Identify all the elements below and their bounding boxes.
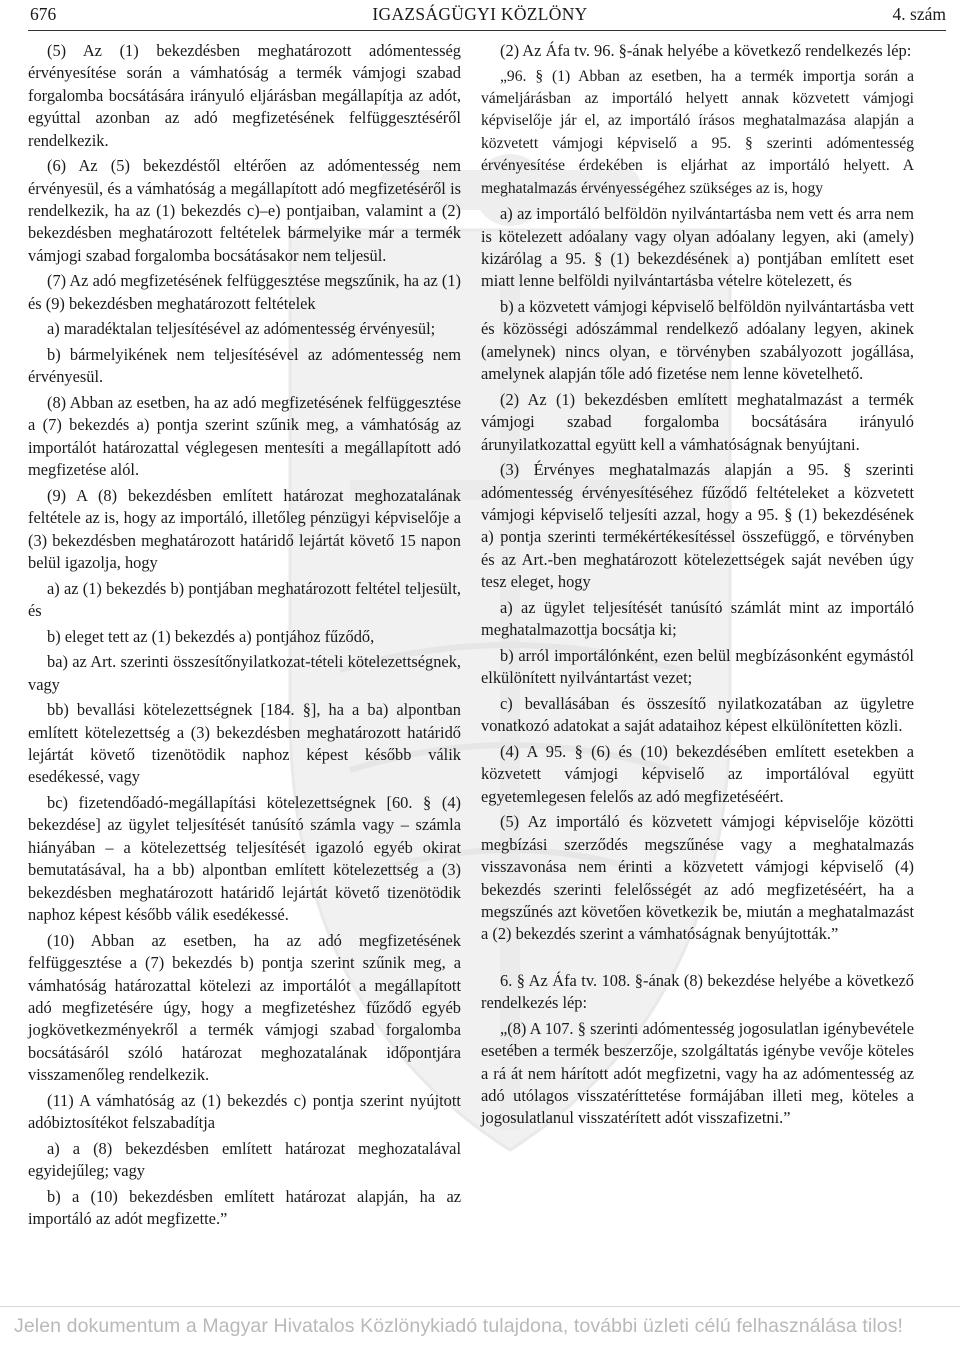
paragraph: (8) Abban az esetben, ha az adó megfizetésének felfüggesztése a (7) bekezdés a) pontja szerint szűnik meg, a vámhatóság az importálót határozattal véglegesen mentesíti a megállapított adó megfizetése alól.	[28, 393, 461, 480]
paragraph: (5) Az importáló és közvetett vámjogi képviselője közötti megbízási szerződés megszűnése vagy a meghatalmazás visszavonása nem érinti a közvetett vámjogi képviselő (4) bekezdés szerinti felelősségét az adó megfizetéséért, ha a megszűnés azt követően következik be, miután a meghatalmazást a (2) bekezdés szerint a vámhatóságnak benyújtották.”	[481, 812, 914, 944]
list-item: a) a (8) bekezdésben említett határozat meghozatalával egyidejűleg; vagy	[28, 1138, 461, 1181]
paragraph: (4) A 95. § (6) és (10) bekezdésében említett esetekben a közvetett vámjogi képviselő az importálóval együtt egyetemlegesen felelős az adó megfizetéséért.	[481, 741, 914, 806]
paragraph: (7) Az adó megfizetésének felfüggesztése megszűnik, ha az (1) és (9) bekezdésben meghatározott feltételek	[28, 271, 461, 313]
list-item: b) eleget tett az (1) bekezdés a) pontjához fűződő,	[47, 626, 375, 646]
list-item: c) bevallásában és összesítő nyilatkozatában az ügyletre vonatkozó adatokat a saját adataihoz képest elkülönítetten közli.	[481, 693, 914, 736]
list-item: b) a közvetett vámjogi képviselő belföldön nyilvántartásba vett és közösségi adószámmal rendelkező adóalany legyen, akinek (amelynek) nincs olyan, e törvényben szabályozott jogállása, amelynek alapján tőle adó fizetése nem lenne követelhető.	[481, 297, 914, 384]
list-item: bc) fizetendőadó-megállapítási kötelezettségnek [60. § (4) bekezdése] az ügylet teljesítését tanúsító számla vagy – számla hiányában – a kötelezettség teljesítését igazoló egyéb okirat bemutatásával, ha a bb) alpontban említett kötelezettség a (3) bekezdésben meghatározott határidő lejártát követő tizenötödik naphoz képest később válik esedékessé.	[28, 793, 461, 925]
quoted-paragraph: „(8) A 107. § szerinti adómentesség jogosulatlan igénybevétele esetében a termék beszerzője, szolgáltatás igénybe vevője köteles a rá át nem hárított adót megfizetni, vagy ha az adómentesség az adó utólagos visszatéríttetése formájában illeti meg, köteles a jogosulatlanul visszatérített adót visszafizetni.”	[481, 1018, 914, 1128]
list-item: ba) az Art. szerinti összesítőnyilatkozat-tételi kötelezettségnek, vagy	[28, 652, 461, 694]
page-number: 676	[30, 4, 57, 24]
quoted-paragraph: „96. § (1) Abban az esetben, ha a termék importja során a vámeljárásban az importáló helyett annak közvetett vámjogi képviselője jár el, az importáló írásos meghatalmazása alapján a közvetett vámjogi képviselő a 95. § szerinti adómentesség érvényesítése érdekében is eljárhat az importáló helyett. A meghatalmazás érvényességéhez szükséges az is, hogy	[481, 67, 914, 197]
paragraph: (6) Az (5) bekezdéstől eltérően az adómentesség nem érvényesül, és a vámhatóság a megállapított adó megfizetéséről is rendelkezik, ha az (1) bekezdés c)–e) pontjaiban, valamint a (2) bekezdésben meghatározott feltételek bármelyike már a termék vámjogi szabad forgalomba bocsátásakor nem teljesül.	[28, 156, 461, 265]
footer-divider	[0, 1306, 960, 1307]
list-item: a) az (1) bekezdés b) pontjában meghatározott feltétel teljesült, és	[28, 578, 461, 621]
section-heading-paragraph: 6. § Az Áfa tv. 108. §-ának (8) bekezdése helyébe a következő rendelkezés lép:	[481, 970, 914, 1013]
list-item: b) a (10) bekezdésben említett határozat alapján, ha az importáló az adót megfizette.”	[28, 1186, 461, 1229]
list-item: a) maradéktalan teljesítésével az adómentesség érvényesül;	[47, 319, 436, 339]
paragraph: (11) A vámhatóság az (1) bekezdés c) pontja szerint nyújtott adóbiztosítékot felszabadítja	[28, 1090, 461, 1133]
copyright-notice: Jelen dokumentum a Magyar Hivatalos Közlönykiadó tulajdona, további üzleti célú felhasználása tilos!	[14, 1315, 904, 1337]
list-item: a) az ügylet teljesítését tanúsító számlát mint az importáló meghatalmazottja bocsátja ki;	[481, 597, 914, 640]
paragraph: (3) Érvényes meghatalmazás alapján a 95. § szerinti adómentesség érvényesítéséhez fűződő feltételeket a közvetett vámjogi képviselő teljesíti azzal, hogy a 95. § (1) bekezdésének a) pontja szerinti termékértékesítéssel összefüggő, e törvényben és az Art.-ben meghatározott kötelezettségek saját nevében úgy tesz eleget, hogy	[481, 460, 914, 592]
left-column	[28, 40, 461, 1234]
paragraph: (5) Az (1) bekezdésben meghatározott adómentesség érvényesítése során a vámhatóság a termék vámjogi szabad forgalomba bocsátására irányuló eljárásban megállapítja az adót, egyúttal azonban az adó megfizetésének felfüggesztéséről rendelkezik.	[28, 41, 461, 150]
paragraph: (2) Az (1) bekezdésben említett meghatalmazást a termék vámjogi szabad forgalomba bocsátására irányuló árunyilatkozattal együtt kell a vámhatóságnak benyújtani.	[481, 389, 914, 454]
right-column	[481, 40, 914, 1133]
issue-number: 4. szám	[892, 4, 946, 24]
paragraph: (9) A (8) bekezdésben említett határozat meghozatalának feltétele az is, hogy az importáló, illetőleg pénzügyi képviselője a (3) bekezdésben meghatározott határidő lejártát követő 15 napon belül igazolja, hogy	[28, 485, 461, 573]
list-item: bb) bevallási kötelezettségnek [184. §], ha a ba) alpontban említett kötelezettség a (3) bekezdésben meghatározott határidő lejártát követő tizenötödik naphoz képest később válik esedékessé, vagy	[28, 700, 461, 787]
page-header	[0, 0, 960, 30]
list-item: b) bármelyikének nem teljesítésével az adómentesség nem érvényesül.	[28, 345, 461, 387]
paragraph: (10) Abban az esetben, ha az adó megfizetésének felfüggesztése a (7) bekezdés b) pontja szerint szűnik meg, a vámhatóság határozattal kötelezi az importálót a megállapított adó megfizetésére úgy, hogy a megfizetéshez fűződő egyéb jogkövetkezményekről a termék vámjogi szabad forgalomba bocsátásáról szóló határozat meghozatalának időpontjára visszamenőleg rendelkezik.	[28, 930, 461, 1085]
header-divider	[28, 30, 946, 31]
list-item: a) az importáló belföldön nyilvántartásba nem vett és arra nem is kötelezett adóalany vagy olyan adóalany legyen, aki (amely) kizárólag a 95. § (1) bekezdésének a) pontjában említett eset miatt lenne belföldi nyilvántartásba vételre kötelezett, és	[481, 204, 914, 291]
paragraph: (2) Az Áfa tv. 96. §-ának helyébe a következő rendelkezés lép:	[500, 41, 912, 60]
list-item: b) arról importálónként, ezen belül megbízásonként egymástól elkülönített nyilvántartást vezet;	[481, 645, 914, 688]
publication-title: IGAZSÁGÜGYI KÖZLÖNY	[372, 4, 588, 24]
